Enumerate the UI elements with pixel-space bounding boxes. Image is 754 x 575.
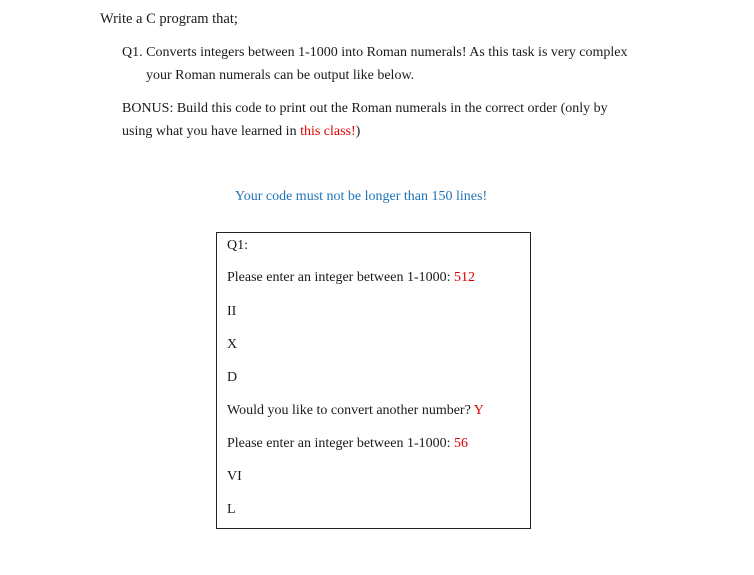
q1-description-line-2: your Roman numerals can be output like below. <box>146 68 415 83</box>
console-again-prompt <box>227 403 484 419</box>
q1-description-line-1: Q1. Converts integers between 1-1000 into Roman numerals! As this task is very complex <box>122 45 628 60</box>
roman-output-line: II <box>227 304 237 319</box>
roman-output-line: D <box>227 370 238 385</box>
user-input-value: 56 <box>454 436 469 451</box>
roman-output-line: L <box>227 502 236 517</box>
user-input-value: 512 <box>454 270 476 285</box>
roman-output-line: X <box>227 337 238 352</box>
bonus-description-line-1: BONUS: Build this code to print out the Roman numerals in the correct order (only by <box>122 101 608 116</box>
again-input-value: Y <box>473 403 484 418</box>
bonus-line2-suffix: ) <box>355 124 361 139</box>
sample-output-box <box>216 232 531 529</box>
console-heading: Q1: <box>227 238 248 253</box>
again-prompt-text: Would you like to convert another number? <box>227 403 474 418</box>
prompt-text: Please enter an integer between 1-1000: <box>227 270 455 285</box>
bonus-line2-prefix: using what you have learned in <box>122 124 301 139</box>
console-prompt-1 <box>227 270 475 286</box>
intro-text: Write a C program that; <box>100 11 238 27</box>
line-limit-notice: Your code must not be longer than 150 lines! <box>235 189 488 204</box>
bonus-description-line-2 <box>122 124 360 140</box>
bonus-highlight: this class! <box>300 124 356 139</box>
roman-output-line: VI <box>227 469 242 484</box>
prompt-text: Please enter an integer between 1-1000: <box>227 436 455 451</box>
console-prompt-2 <box>227 436 468 452</box>
